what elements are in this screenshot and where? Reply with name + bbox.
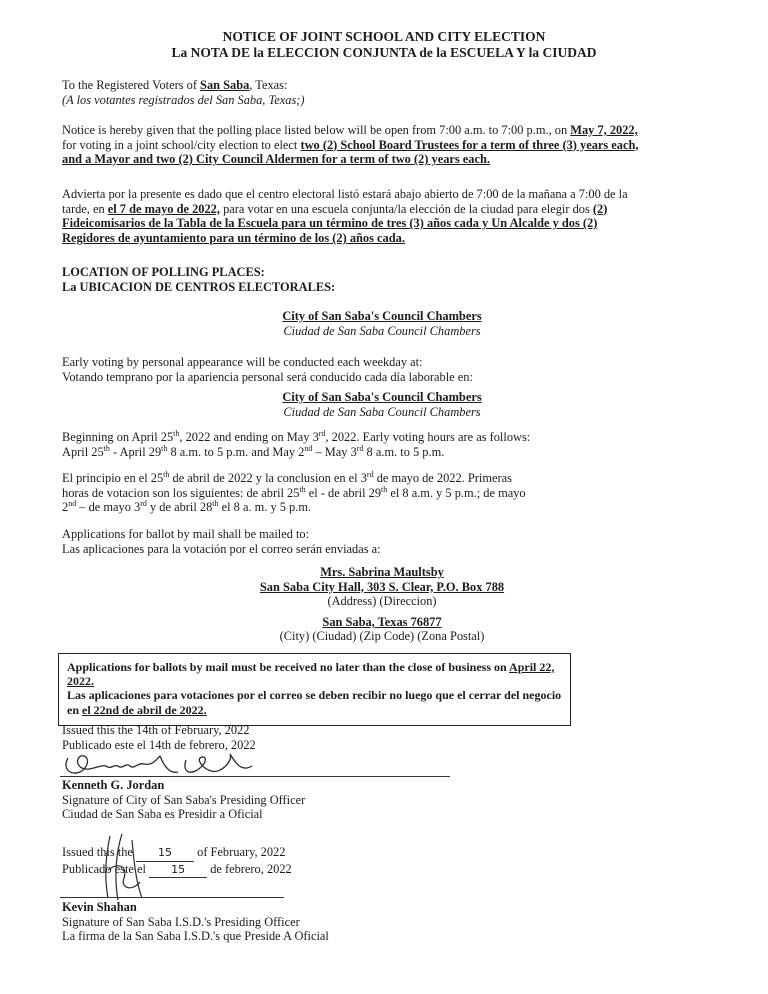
notice-es-text-2: para votar en una escuela conjunta/la elección de la ciudad para elegir dos bbox=[219, 201, 593, 216]
location-heading-spanish: La UBICACION DE CENTROS ELECTORALES: bbox=[62, 279, 336, 294]
issued-city-english: Issued this the 14th of February, 2022 bbox=[62, 723, 250, 737]
salutation bbox=[62, 78, 702, 107]
address-city-label: (City) (Ciudad) (Zip Code) (Zona Postal) bbox=[279, 629, 485, 644]
city-officer-name: Kenneth G. Jordan bbox=[62, 778, 165, 792]
notice-title: NOTICE OF JOINT SCHOOL AND CITY ELECTION bbox=[222, 29, 546, 44]
notice-paragraph-spanish bbox=[62, 187, 652, 245]
school-signature-line bbox=[60, 897, 284, 898]
polling-place-name-spanish: Ciudad de San Saba Council Chambers bbox=[283, 323, 481, 338]
school-officer-block bbox=[62, 900, 702, 944]
mail-ballot-notice bbox=[62, 527, 702, 556]
mailing-address bbox=[62, 565, 702, 644]
early-voting-place bbox=[62, 390, 702, 419]
deadline-spanish-text: Las aplicaciones para votaciones por el correo se deben recibir no luego que el cerrar del negocio en bbox=[67, 688, 562, 717]
notice-en-text-2: for voting in a joint school/city election to elect bbox=[62, 137, 301, 152]
issued-school-prefix: Issued this the bbox=[62, 845, 133, 859]
city-officer-title-spanish: Ciudad de San Saba es Presidir a Oficial bbox=[62, 807, 263, 822]
mail-ballot-spanish: Las aplicaciones para la votación por el correo serán enviadas a: bbox=[62, 541, 381, 556]
election-date: May 7, 2022, bbox=[570, 123, 638, 137]
issued-school-day-spanish: 15 bbox=[149, 863, 207, 879]
salutation-spanish: (A los votantes registrados del San Saba, Texas;) bbox=[62, 92, 305, 107]
polling-place-name: City of San Saba's Council Chambers bbox=[282, 309, 482, 323]
early-voting-hours-spanish: El principio en el 25th de abril de 2022 y la conclusion en el 3rd de mayo de 2022. Primeras horas de votacion son los siguientes: de abril 25th el - de abril 29th el 8 a.m. y 5 p.m.; de mayo 2nd – de mayo 3rd y de abril 28th el 8 a. m. y 5 p.m. bbox=[62, 469, 526, 515]
school-officer-signature bbox=[92, 832, 162, 904]
early-voting-notice bbox=[62, 355, 702, 384]
early-voting-hours-english: Beginning on April 25th, 2022 and ending on May 3rd, 2022. Early voting hours are as follows: April 25th - April 29th 8 a.m. to 5 p.m. and May 2nd – May 3rd 8 a.m. to 5 p.m. bbox=[62, 428, 531, 459]
city-officer-block bbox=[62, 778, 702, 822]
election-positions-spanish: (2) Fideicomisarios de la Tabla de la Escuela para un término de tres (3) años cada y Un Alcalde y dos (2) Regidores de ayuntamiento para un término de los (2) años cada. bbox=[62, 201, 608, 245]
notice-paragraph-english bbox=[62, 123, 647, 167]
deadline-english-text: Applications for ballots by mail must be received no later than the close of business on bbox=[67, 660, 510, 674]
city-signature-line bbox=[60, 776, 450, 777]
issued-school-day: 15 bbox=[136, 846, 194, 862]
location-heading bbox=[62, 265, 702, 294]
location-heading-english: LOCATION OF POLLING PLACES: bbox=[62, 265, 265, 279]
issued-school-prefix-spanish: Publicado este el bbox=[62, 861, 146, 876]
early-voting-place-name: City of San Saba's Council Chambers bbox=[282, 390, 482, 404]
early-voting-english: Early voting by personal appearance will be conducted each weekday at: bbox=[62, 355, 423, 369]
polling-place bbox=[62, 309, 702, 338]
deadline-english-date: April 22, 2022. bbox=[67, 660, 555, 689]
address-street-label: (Address) (Direccion) bbox=[327, 594, 437, 609]
address-city: San Saba, Texas 76877 bbox=[322, 614, 442, 629]
school-officer-title: Signature of San Saba I.S.D.'s Presiding Officer bbox=[62, 914, 300, 929]
issued-city-spanish: Publicado este el 14th de febrero, 2022 bbox=[62, 737, 256, 752]
early-voting-place-name-spanish: Ciudad de San Saba Council Chambers bbox=[283, 404, 481, 419]
salutation-prefix: To the Registered Voters of bbox=[62, 78, 201, 92]
address-street: San Saba City Hall, 303 S. Clear, P.O. Box 788 bbox=[259, 579, 505, 594]
school-officer-name: Kevin Shahan bbox=[62, 900, 137, 914]
issued-school-suffix-spanish: de febrero, 2022 bbox=[210, 861, 292, 876]
notice-title-spanish: La NOTA DE la ELECCION CONJUNTA de la ESCUELA Y la CIUDAD bbox=[171, 45, 597, 60]
election-positions: two (2) School Board Trustees for a term of three (3) years each, and a Mayor and two (2) City Council Aldermen for a term of two (2) years each. bbox=[62, 137, 639, 167]
early-voting-spanish: Votando temprano por la apariencia personal será conducido cada día laborable en: bbox=[62, 369, 473, 384]
salutation-city: San Saba bbox=[200, 78, 250, 92]
school-officer-title-spanish: La firma de la San Saba I.S.D.'s que Preside A Oficial bbox=[62, 929, 329, 944]
notice-es-text-1: Advierta por la presente es dado que el centro electoral listó estará abajo abierto de 7:00 de la mañana a 7:00 de la tarde, en bbox=[62, 187, 628, 216]
mail-ballot-english: Applications for ballot by mail shall be mailed to: bbox=[62, 527, 310, 541]
address-recipient: Mrs. Sabrina Maultsby bbox=[320, 565, 444, 579]
notice-en-text-1: Notice is hereby given that the polling place listed below will be open from 7:00 a.m. to 7:00 p.m., on bbox=[62, 123, 571, 137]
deadline-spanish-date: el 22nd de abril de 2022. bbox=[82, 702, 207, 717]
salutation-suffix: , Texas: bbox=[249, 78, 288, 92]
issued-school-suffix: of February, 2022 bbox=[197, 845, 286, 859]
city-officer-title: Signature of City of San Saba's Presiding Officer bbox=[62, 792, 306, 807]
election-date-spanish: el 7 de mayo de 2022, bbox=[107, 201, 220, 216]
mail-deadline-box bbox=[58, 653, 571, 726]
